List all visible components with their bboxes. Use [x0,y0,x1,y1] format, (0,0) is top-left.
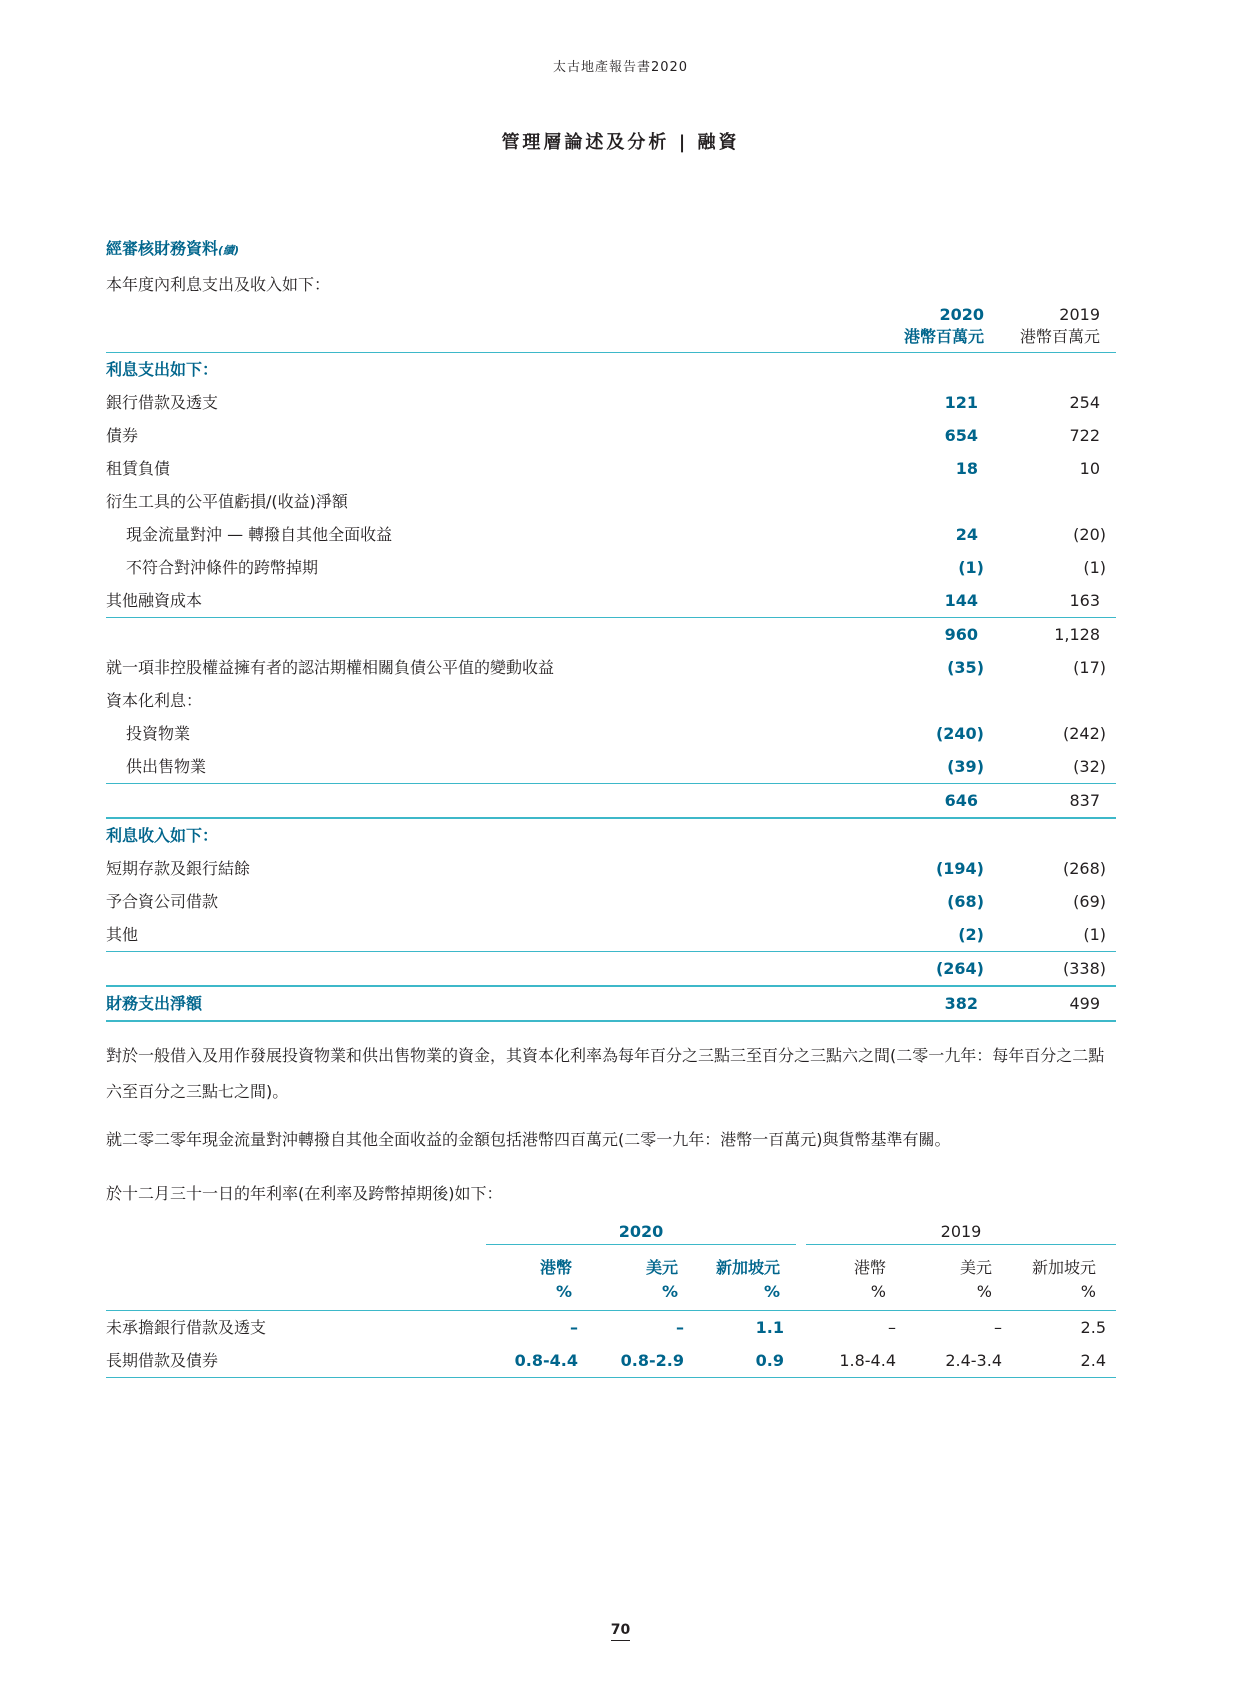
table-row [106,584,1116,617]
value-2019: (1) [1083,925,1106,944]
rate-head-usd-2020 [588,1256,678,1304]
table-row [106,419,1116,452]
row-label: 予合資公司借款 [106,892,219,911]
value-2019: 163 [1069,591,1100,610]
rate-value: 1.1 [755,1318,784,1337]
intro-text: 本年度內利息支出及收入如下： [106,275,331,294]
table-row [106,1311,1116,1344]
value-2019: (268) [1062,859,1106,878]
table-row [106,918,1116,951]
total-row [106,985,1116,1022]
value-2019: 722 [1069,426,1100,445]
value-2020: 144 [944,591,978,610]
table-row [106,684,1116,717]
table-row [106,518,1116,551]
paragraph-interest-rates-intro: 於十二月三十一日的年利率(在利率及跨幣掉期後)如下： [106,1184,503,1203]
row-label: 債券 [106,426,139,445]
table-row [106,852,1116,885]
rate-value: 1.8-4.4 [839,1351,896,1370]
table-row [106,717,1116,750]
row-label: 資本化利息： [106,691,203,710]
value-2019: 499 [1069,994,1100,1013]
row-label: 衍生工具的公平值虧損/(收益)淨額 [106,492,348,511]
rate-year-2019: 2019 [806,1220,1116,1245]
value-2020: 24 [955,525,978,544]
percent-label: % [661,1282,678,1301]
percent-label: % [1080,1282,1096,1301]
subtotal-row [106,783,1116,819]
table-row [106,885,1116,918]
currency-label: 美元 [645,1258,678,1277]
percent-label: % [763,1282,780,1301]
row-label: 租賃負債 [106,459,171,478]
rate-head-usd-2019 [902,1256,992,1304]
value-2020: 646 [944,791,978,810]
value-2019: (20) [1073,525,1106,544]
table-row [106,651,1116,684]
value-2019: (1) [1083,558,1106,577]
rate-head-sgd-2020 [690,1256,780,1304]
report-title: 太古地產報告書2020 [552,60,689,75]
table-row [106,485,1116,518]
table-row [106,551,1116,584]
percent-label: % [555,1282,572,1301]
rate-value: 2.5 [1080,1318,1106,1337]
value-2019: 10 [1079,459,1100,478]
currency-label: 新加坡元 [715,1258,780,1277]
column-header [106,304,1116,353]
row-label: 利息支出如下： [106,360,219,379]
column-2020-unit: 港幣百萬元 [903,327,984,346]
currency-label: 港幣 [539,1258,572,1277]
value-2019: 1,128 [1054,625,1100,644]
table-row [106,452,1116,485]
row-label: 未承擔銀行借款及透支 [106,1318,267,1337]
value-2020: (264) [935,959,984,978]
subtotal-row [106,617,1116,651]
rate-value: – [994,1318,1002,1337]
rate-header [106,1256,1116,1311]
table-row [106,750,1116,783]
rate-rows [106,1311,1116,1378]
column-2019-unit: 港幣百萬元 [1019,327,1100,346]
value-2020: 654 [944,426,978,445]
table-row [106,819,1116,852]
percent-label: % [870,1282,886,1301]
row-label: 利息收入如下： [106,826,219,845]
row-label: 投資物業 [126,724,191,743]
column-2019 [1020,304,1100,348]
value-2019: 837 [1069,791,1100,810]
row-label: 供出售物業 [126,757,207,776]
value-2019: (242) [1062,724,1106,743]
column-2019-year: 2019 [1059,305,1100,324]
rate-year-2020: 2020 [486,1220,796,1245]
row-label: 現金流量對沖 — 轉撥自其他全面收益 [126,525,393,544]
rate-value: 0.9 [755,1351,784,1370]
row-label: 短期存款及銀行結餘 [106,859,251,878]
column-2020-year: 2020 [939,305,984,324]
rate-value: 2.4-3.4 [945,1351,1002,1370]
rate-value: – [570,1318,578,1337]
currency-label: 新加坡元 [1031,1258,1096,1277]
currency-label: 美元 [959,1258,992,1277]
value-2019: 254 [1069,393,1100,412]
currency-label: 港幣 [853,1258,886,1277]
rate-value: 2.4 [1080,1351,1106,1370]
value-2019: (32) [1073,757,1106,776]
subtotal-row [106,951,1116,985]
finance-cost-table [106,353,1116,1022]
value-2020: (68) [947,892,984,911]
value-2020: (240) [935,724,984,743]
rate-head-hkd-2019 [796,1256,886,1304]
rate-head-sgd-2019 [1006,1256,1096,1304]
value-2020: 18 [955,459,978,478]
table-row [106,386,1116,419]
rate-value: 0.8-4.4 [514,1351,578,1370]
row-label: 財務支出淨額 [106,994,203,1013]
paragraph-cash-flow-hedge: 就二零二零年現金流量對沖轉撥自其他全面收益的金額包括港幣四百萬元(二零一九年：港幣一百萬元)與貨幣基準有關。 [106,1130,951,1149]
row-label: 不符合對沖條件的跨幣掉期 [126,558,319,577]
subheading [106,236,1116,259]
value-2020: 382 [944,994,978,1013]
percent-label: % [976,1282,992,1301]
row-label: 銀行借款及透支 [106,393,219,412]
rate-head-hkd-2020 [482,1256,572,1304]
paragraph-capitalisation-rate: 對於一般借入及用作發展投資物業和供出售物業的資金，其資本化利率為每年百分之三點三至百分之三點六之間(二零一九年：每年百分之二點六至百分之三點七之間)。 [106,1046,1105,1101]
row-label: 就一項非控股權益擁有者的認沽期權相關負債公平值的變動收益 [106,658,555,677]
value-2019: (17) [1073,658,1106,677]
rate-value: – [676,1318,684,1337]
subheading-continued: (續) [218,244,240,257]
value-2020: 121 [944,393,978,412]
section-title: 管理層論述及分析 | 融資 [501,132,740,153]
table-row [106,353,1116,386]
value-2020: 960 [944,625,978,644]
subheading-title: 經審核財務資料 [106,239,219,258]
value-2020: (2) [958,925,984,944]
row-label: 其他 [106,925,139,944]
row-label: 長期借款及債券 [106,1351,219,1370]
value-2020: (39) [947,757,984,776]
rate-value: – [888,1318,896,1337]
value-2019: (338) [1062,959,1106,978]
column-2020 [904,304,984,348]
page-number-text: 70 [611,1622,630,1641]
table-row [106,1344,1116,1377]
value-2019: (69) [1073,892,1106,911]
value-2020: (194) [935,859,984,878]
row-label: 其他融資成本 [106,591,203,610]
value-2020: (35) [947,658,984,677]
rate-value: 0.8-2.9 [620,1351,684,1370]
page-number [0,1622,1241,1638]
value-2020: (1) [958,558,984,577]
